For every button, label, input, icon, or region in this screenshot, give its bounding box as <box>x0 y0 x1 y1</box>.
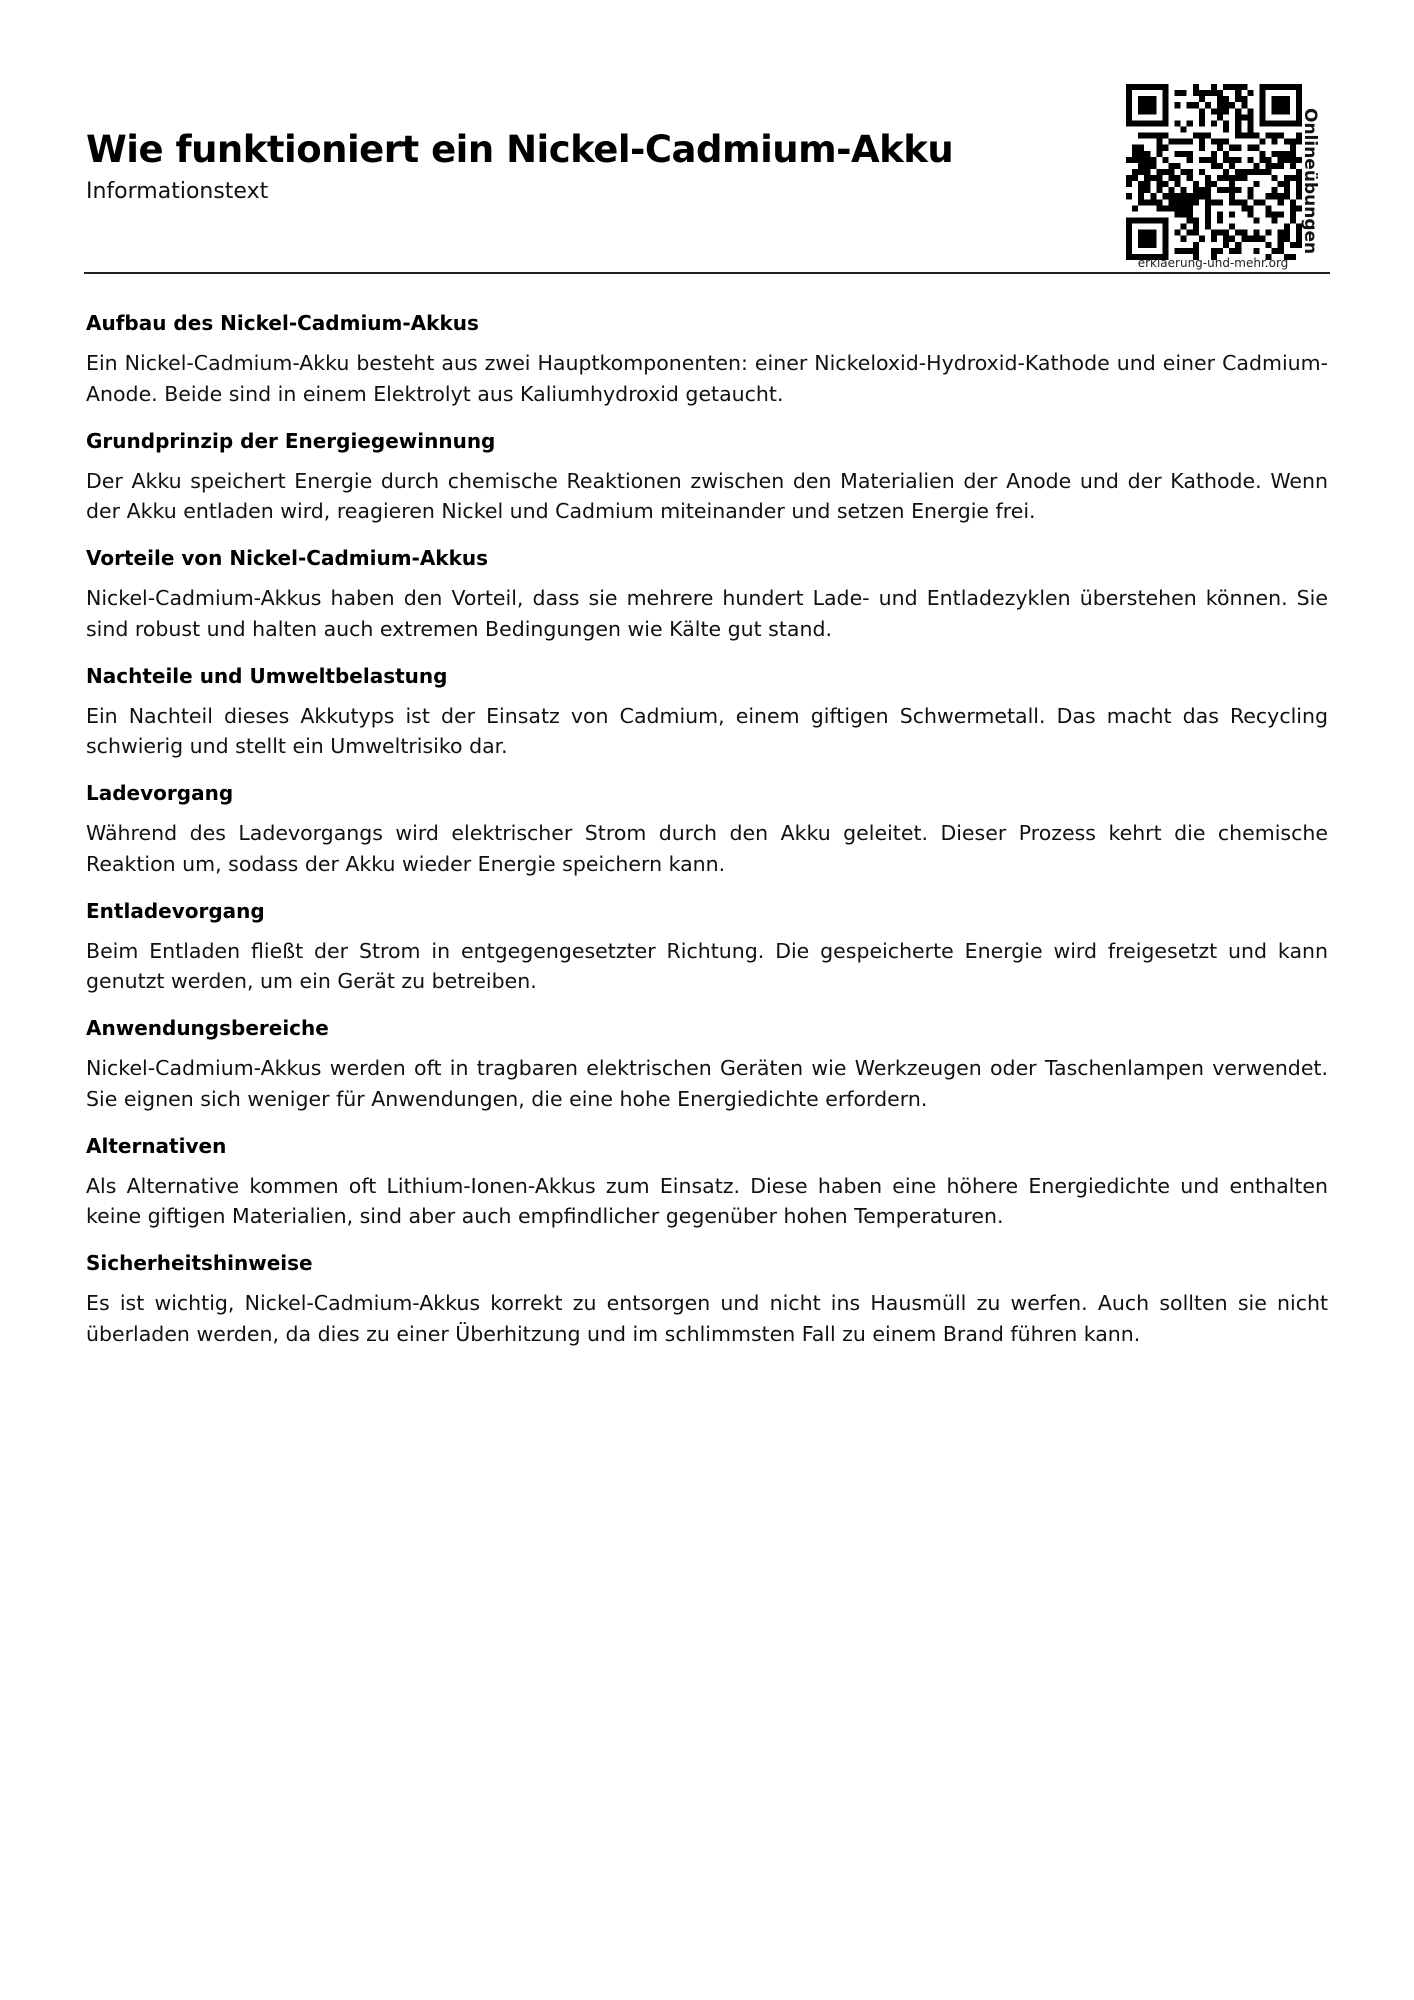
section-heading: Grundprinzip der Energiegewinnung <box>86 428 496 453</box>
page-title: Wie funktioniert ein Nickel-Cadmium-Akku <box>86 128 954 171</box>
header-divider <box>84 272 1330 274</box>
document-header <box>86 130 953 204</box>
section <box>86 310 1328 410</box>
section-paragraph: Während des Ladevorgangs wird elektrischer Strom durch den Akku geleitet. Dieser Prozess kehrt die chemische Reaktion um, sodass der Akku wieder Energie speichern kann. <box>86 821 1328 876</box>
text-body <box>86 310 1328 1368</box>
section-paragraph: Beim Entladen fließt der Strom in entgegengesetzter Richtung. Die gespeicherte Energie wird freigesetzt und kann genutzt werden, um ein Gerät zu betreiben. <box>86 938 1328 994</box>
section-paragraph: Ein Nickel-Cadmium-Akku besteht aus zwei Hauptkomponenten: einer Nickeloxid-Hydroxid-Kathode und einer Cadmium-Anode. Beide sind in einem Elektrolyt aus Kaliumhydroxid getaucht. <box>86 351 1328 406</box>
section <box>86 898 1328 998</box>
section-paragraph: Als Alternative kommen oft Lithium-Ionen-Akkus zum Einsatz. Diese haben eine höhere Energiedichte und enthalten keine giftigen Materialien, sind aber auch empfindlicher gegenüber hohen Temperaturen. <box>86 1173 1328 1229</box>
section-paragraph: Es ist wichtig, Nickel-Cadmium-Akkus korrekt zu entsorgen und nicht ins Hausmüll zu werfen. Auch sollten sie nicht überladen werden, da dies zu einer Überhitzung und im schlimmsten Fall zu einem Brand führen kann. <box>86 1291 1328 1346</box>
section <box>86 1133 1328 1233</box>
section-paragraph: Ein Nachteil dieses Akkutyps ist der Einsatz von Cadmium, einem giftigen Schwermetall. Das macht das Recycling schwierig und stellt ein Umweltrisiko dar. <box>86 703 1328 759</box>
section <box>86 545 1328 645</box>
section <box>86 1015 1328 1115</box>
qr-label: Onlineübungen <box>1300 108 1320 255</box>
section <box>86 1250 1328 1350</box>
section-paragraph: Der Akku speichert Energie durch chemische Reaktionen zwischen den Materialien der Anode und der Kathode. Wenn der Akku entladen wird, reagieren Nickel und Cadmium miteinander und setzen Energie frei. <box>86 468 1328 524</box>
qr-url[interactable]: erklaerung-und-mehr.org <box>1137 256 1289 270</box>
section <box>86 780 1328 880</box>
section-heading: Aufbau des Nickel-Cadmium-Akkus <box>86 311 479 335</box>
section-heading: Vorteile von Nickel-Cadmium-Akkus <box>86 546 489 570</box>
qr-code-block[interactable] <box>1118 82 1298 272</box>
section-heading: Alternativen <box>86 1133 227 1158</box>
section-heading: Nachteile und Umweltbelastung <box>86 663 448 688</box>
page-subtitle: Informationstext <box>86 178 269 204</box>
section <box>86 428 1328 528</box>
section-heading: Sicherheitshinweise <box>86 1251 313 1275</box>
section-heading: Ladevorgang <box>86 781 234 805</box>
section-heading: Entladevorgang <box>86 898 265 923</box>
section <box>86 663 1328 763</box>
section-paragraph: Nickel-Cadmium-Akkus werden oft in tragbaren elektrischen Geräten wie Werkzeugen oder Taschenlampen verwendet. Sie eignen sich weniger für Anwendungen, die eine hohe Energiedichte erfordern. <box>86 1056 1328 1111</box>
section-heading: Anwendungsbereiche <box>86 1016 329 1040</box>
section-paragraph: Nickel-Cadmium-Akkus haben den Vorteil, dass sie mehrere hundert Lade- und Entladezyklen überstehen können. Sie sind robust und halten auch extremen Bedingungen wie Kälte gut stand. <box>86 586 1328 641</box>
qr-code-icon[interactable] <box>1126 84 1302 260</box>
